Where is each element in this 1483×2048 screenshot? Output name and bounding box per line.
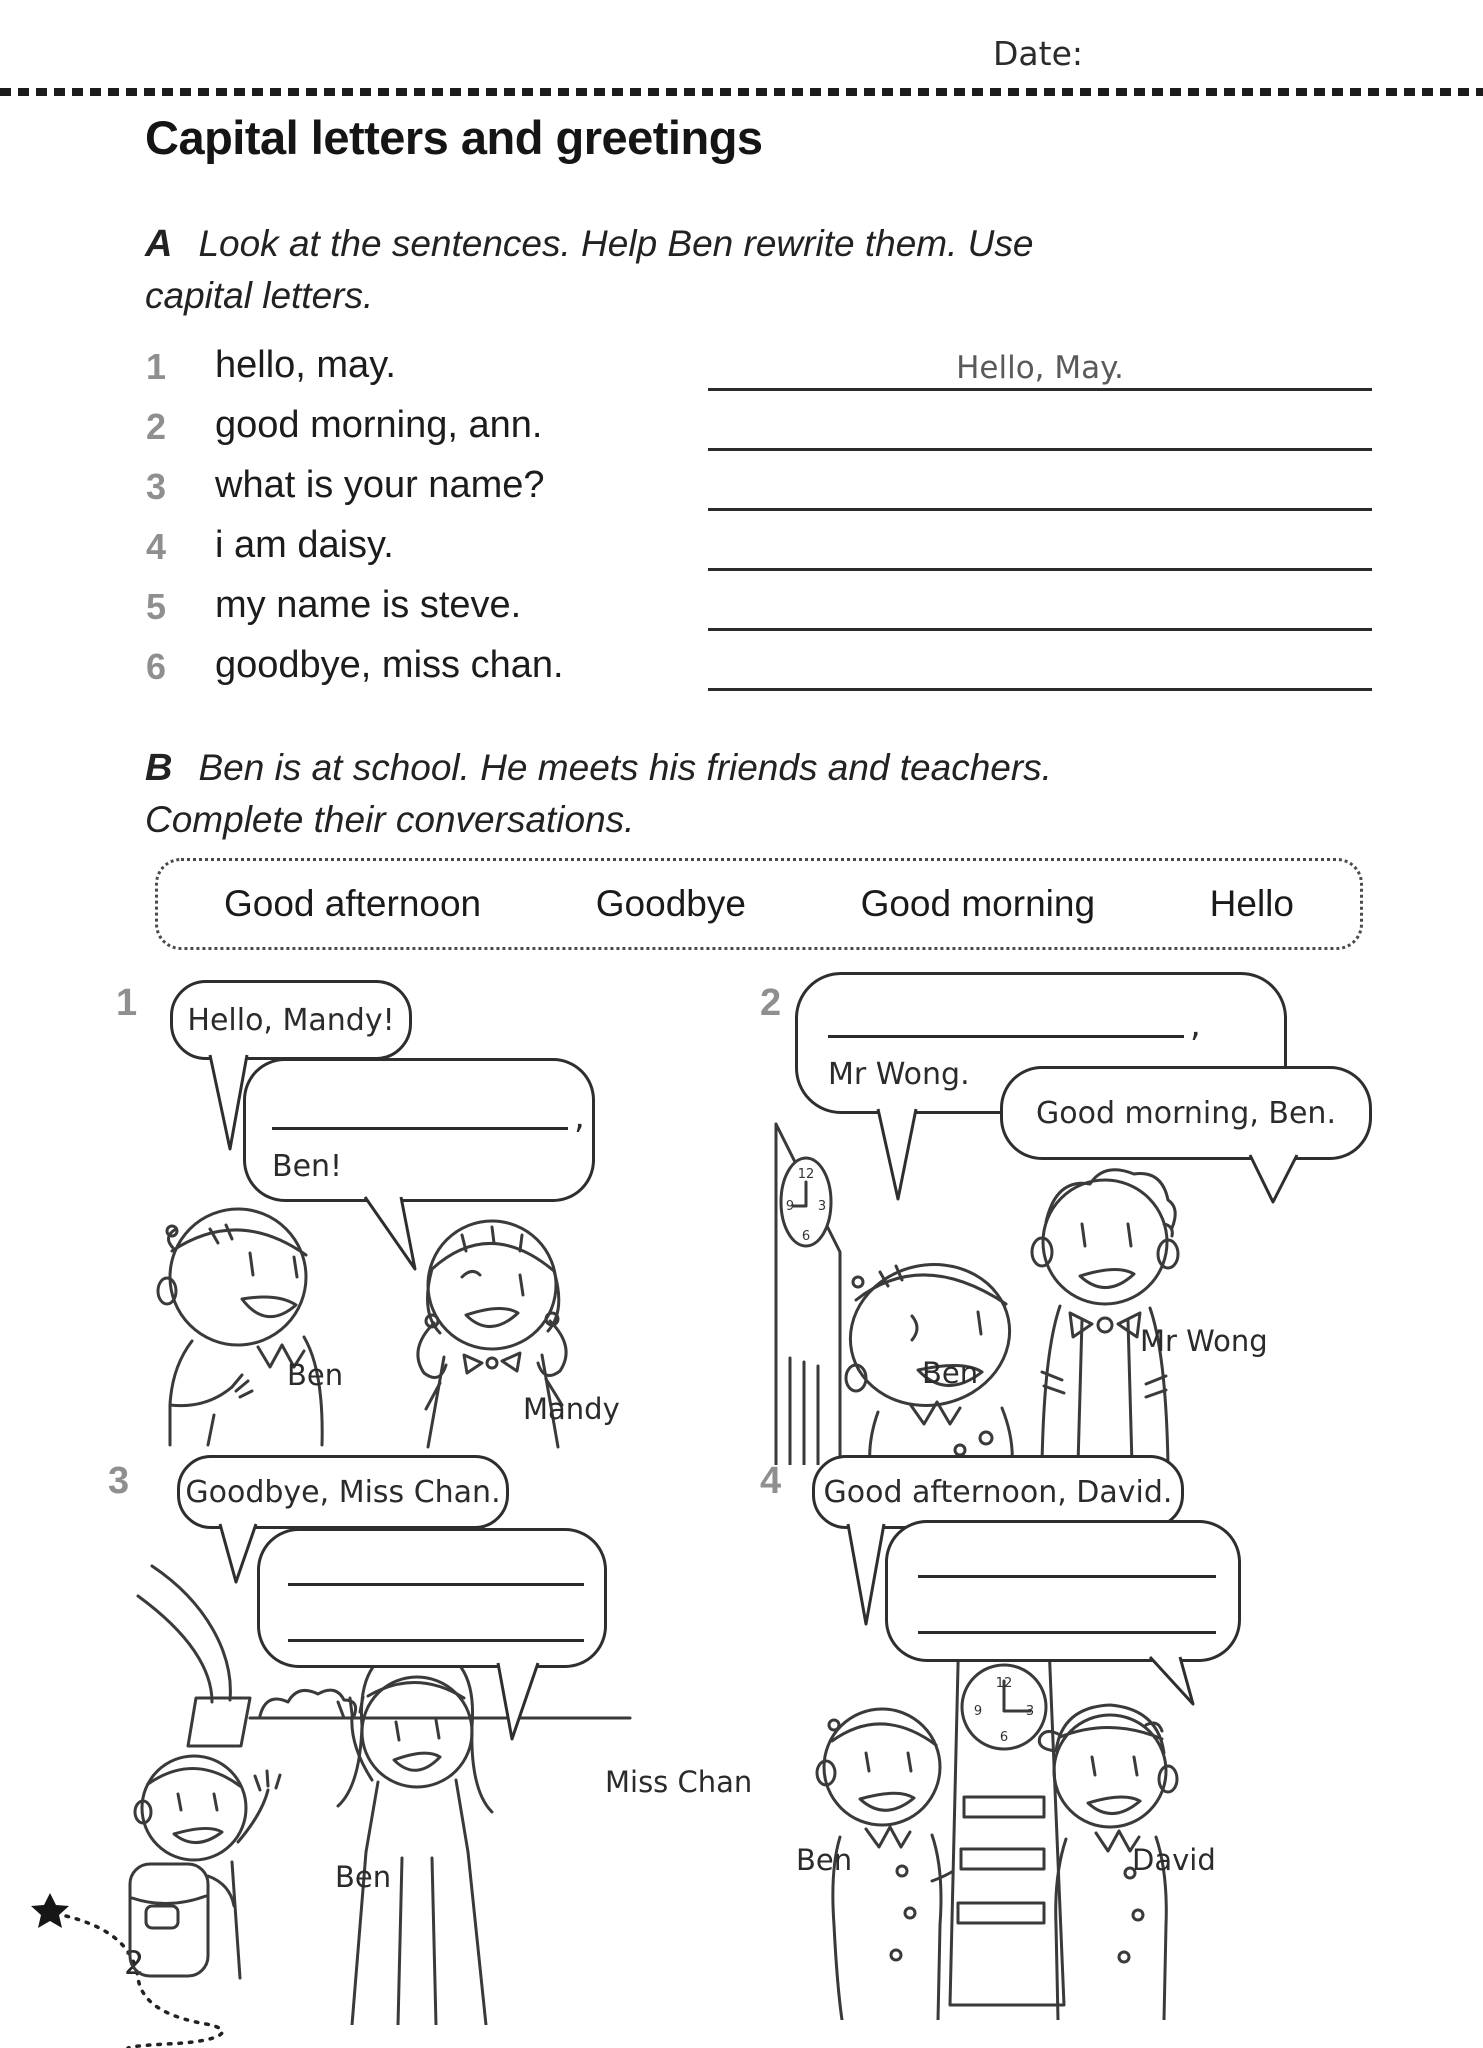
miss-chan-figure [338,1646,492,2025]
bubble-blank-line[interactable] [288,1583,584,1586]
item-sentence: goodbye, miss chan. [215,644,564,686]
svg-text:6: 6 [999,1730,1009,1745]
svg-text:12: 12 [797,1167,815,1182]
item-number: 4 [146,526,167,567]
item-sentence: my name is steve. [215,584,522,626]
item-sentence: what is your name? [215,464,545,506]
svg-text:6: 6 [801,1229,811,1244]
speech-tail [1235,1155,1305,1207]
word-bank-option-3: Good morning [860,883,1096,924]
svg-text:9: 9 [973,1704,983,1719]
section-a-instruction-line1: Look at the sentences. Help Ben rewrite them. Use [198,223,1034,264]
panel-1-speech-bubble-hello-mandy [170,980,412,1060]
word-bank-option-2: Goodbye [595,883,746,924]
bubble-blank-line[interactable] [828,1035,1184,1038]
mr-wong-figure [1032,1170,1178,1465]
page-number: 2 [124,1944,145,1982]
section-b-instruction-line2: Complete their conversations. [145,799,635,840]
answer-line[interactable] [708,388,1372,391]
panel-1-number: 1 [116,982,138,1024]
playground-slide [138,1566,250,1746]
item-sentence: i am daisy. [215,524,394,566]
speech-tail [1135,1657,1205,1709]
panel-3-number: 3 [108,1460,130,1502]
item-number: 5 [146,586,167,627]
character-label-miss-chan: Miss Chan [605,1765,753,1799]
speech-tail [868,1109,928,1205]
bubble-comma: , [574,1097,585,1137]
svg-text:3: 3 [1025,1704,1035,1719]
item-number: 3 [146,466,167,507]
character-label-ben: Ben [287,1358,344,1392]
section-b-instruction [145,742,1305,846]
svg-text:12: 12 [995,1676,1013,1691]
speech-tail [490,1663,550,1745]
panel-4-number: 4 [760,1460,782,1502]
date-label: Date: [993,34,1083,73]
item-sentence: good morning, ann. [215,404,543,446]
handwritten-answer: Hello, May. [956,350,1124,386]
star-icon [31,1893,69,1928]
speech-text: Goodbye, Miss Chan. [185,1474,501,1510]
item-number: 1 [146,346,167,387]
bubble-blank-line[interactable] [288,1639,584,1642]
bubble-blank-line[interactable] [272,1127,568,1130]
page-title: Capital letters and greetings [145,111,763,164]
header-dashed-rule [0,88,1483,96]
character-label-mr-wong: Mr Wong [1140,1324,1268,1358]
panel-3-speech-bubble-blank [257,1528,607,1668]
panel-4-speech-bubble-good-afternoon [812,1455,1184,1529]
panel-2-speech-bubble-good-morning [1000,1066,1372,1160]
bubble-text-line2: Mr Wong. [828,1057,970,1092]
speech-text: Hello, Mandy! [187,1002,395,1038]
answer-line[interactable] [708,448,1372,451]
svg-text:9: 9 [785,1199,795,1214]
bubble-comma: , [1190,1005,1201,1045]
word-bank-option-4: Hello [1209,883,1294,924]
character-label-ben: Ben [796,1843,853,1877]
exercise-item-4 [0,522,1420,574]
speech-text: Good afternoon, David. [823,1474,1173,1510]
character-label-ben: Ben [335,1860,392,1894]
character-label-mandy: Mandy [523,1392,620,1426]
word-bank [155,858,1363,950]
answer-line[interactable] [708,568,1372,571]
word-bank-option-1: Good afternoon [224,883,482,924]
section-a-letter: A [145,223,173,265]
exercise-item-1 [0,342,1420,394]
svg-text:3: 3 [817,1199,827,1214]
wall-clock-3pm [962,1665,1046,1749]
exercise-item-3 [0,462,1420,514]
exercise-item-2 [0,402,1420,454]
section-b-instruction-line1: Ben is at school. He meets his friends and teachers. [198,747,1052,788]
character-label-ben: Ben [922,1356,979,1390]
panel-1-speech-bubble-blank [243,1058,595,1202]
item-number: 2 [146,406,167,447]
character-label-david: David [1132,1843,1216,1877]
panel-4-speech-bubble-blank [885,1520,1241,1662]
exercise-item-5 [0,582,1420,634]
answer-line[interactable] [708,628,1372,631]
panel-2-number: 2 [760,982,782,1024]
section-a-instruction [145,218,1265,322]
section-a-instruction-line2: capital letters. [145,275,374,316]
panel-3-speech-bubble-goodbye [177,1455,509,1529]
item-number: 6 [146,646,167,687]
bubble-blank-line[interactable] [918,1575,1216,1578]
ben-figure [158,1209,322,1445]
bubble-blank-line[interactable] [918,1631,1216,1634]
item-sentence: hello, may. [215,344,396,386]
wall-clock-9am [781,1158,831,1246]
ben-figure [130,1756,280,1978]
exercise-item-6 [0,642,1420,694]
section-b-letter: B [145,747,173,789]
speech-tail [355,1197,435,1275]
speech-text: Good morning, Ben. [1036,1095,1336,1131]
bubble-text-line2: Ben! [272,1149,343,1184]
answer-line[interactable] [708,688,1372,691]
answer-line[interactable] [708,508,1372,511]
